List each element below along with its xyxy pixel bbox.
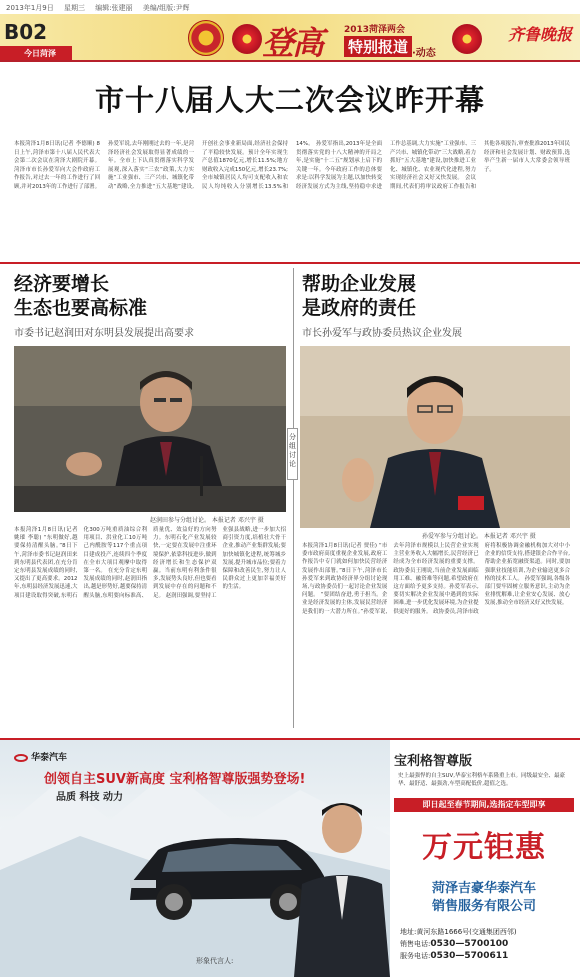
dealer-contact bbox=[400, 926, 578, 962]
section-divider bbox=[0, 262, 580, 264]
sales-phone-value: 0530—5700100 bbox=[430, 939, 509, 949]
service-phone-row bbox=[400, 950, 578, 962]
newspaper-logo: 齐鲁晚报 bbox=[507, 25, 572, 44]
left-story-subheading: 市委书记赵润田对东明县发展提出高要求 bbox=[14, 328, 194, 339]
car-advertisement[interactable] bbox=[0, 738, 580, 975]
peony-flower-icon bbox=[232, 24, 262, 54]
sales-phone-label: 销售电话: bbox=[400, 940, 431, 948]
address-value: 黄河东路1666号(交通集团西邻) bbox=[416, 928, 517, 936]
design-credit: 美编/组版:尹辉 bbox=[142, 4, 190, 12]
deal-headline: 万元钜惠 bbox=[422, 830, 546, 865]
section-banner bbox=[0, 14, 580, 62]
banner-title: 登高 bbox=[262, 24, 323, 62]
page-top-line bbox=[0, 0, 580, 14]
left-story-photo bbox=[14, 346, 286, 512]
group-discussion-label: 分组讨论 bbox=[287, 428, 298, 480]
banner-dynamic: ·动态 bbox=[412, 48, 436, 59]
ad-visual-panel bbox=[0, 740, 390, 977]
service-phone-value: 0530—5700611 bbox=[430, 951, 509, 961]
right-photo-caption: 孙爱军参与分组讨论。 本报记者 邓兴宇 摄 bbox=[422, 533, 536, 540]
issue-date: 2013年1月9日 bbox=[6, 4, 54, 12]
editor-credit: 编辑:张建丽 bbox=[95, 4, 133, 12]
national-emblem-icon bbox=[188, 20, 224, 56]
model-name: 宝利格智尊版 bbox=[394, 754, 473, 769]
left-heading-line1: 经济要增长 bbox=[14, 273, 110, 295]
brand-name bbox=[14, 750, 67, 763]
dealer-name-line1: 菏泽吉豪华泰汽车 bbox=[431, 881, 536, 896]
right-story-subheading: 市长孙爱军与政协委员热议企业发展 bbox=[302, 328, 462, 339]
promo-banner: 即日起至春节期间,选指定车型即享 bbox=[394, 798, 574, 812]
right-heading-line1: 帮助企业发展 bbox=[302, 273, 417, 295]
spokesperson-image bbox=[290, 780, 390, 977]
service-phone-label: 服务电话: bbox=[400, 952, 431, 960]
model-description: 史上最强悍的自主SUV,华泰宝利格车系隆重上市。同级最安全、最豪华、最舒适、最强劲,车型高配低价,超值之选。 bbox=[398, 773, 566, 787]
address-label: 地址: bbox=[400, 928, 417, 936]
ad-slogan: 创领自主SUV新高度 宝利格智尊版强势登场! bbox=[44, 772, 306, 787]
issue-weekday: 星期三 bbox=[63, 4, 85, 12]
left-photo-caption: 赵润田参与分组讨论。 本报记者 邓兴宇 摄 bbox=[150, 517, 264, 524]
right-story-photo bbox=[300, 346, 570, 528]
spokesperson-label: 形象代言人: bbox=[196, 957, 234, 965]
brand-label: 华泰汽车 bbox=[31, 753, 68, 763]
left-story-heading bbox=[14, 272, 147, 320]
delegate-photo-illustration bbox=[14, 346, 286, 512]
dealer-name-line2: 销售服务有限公司 bbox=[431, 899, 536, 914]
sales-phone-row bbox=[400, 938, 578, 950]
right-story-body: 本报菏泽1月8日讯(记者 贾佳) “市委市政府高度重视企业发展,政府工作报告中专门就如何加快民营经济发展作出部署。”8日下午,菏泽市长孙爱军来到政协经济界分组讨论现场,与政协委员们一起讨论企业发展问题。 “要团结奋进,勇于担当。企业是经济发展的主体,发展民营经济是我们的一大潜力所在。”孙爱军说,去年菏泽市规模以上民营企业实现主营业务收入大幅增长,民营经济已经成为全市经济发展的重要支撑。 政协委员王刚说,当前企业发展面临用工难、融资难等问题,希望政府在这方面给予更多支持。孙爱军表示,要切实解决企业发展中遇到的实际困难,进一步优化发展环境,为企业提供更好的服务。 政协委员,菏泽市政府将积极协调金融机构加大对中小企业的信贷支持,搭建银企合作平台,帮助企业拓宽融资渠道。同时,要加强职业技能培训,为企业输送更多合格的技术工人。 孙爱军强调,各级各部门要牢固树立服务意识,主动为企业排忧解难,让企业安心发展、放心发展,推动全市经济又好又快发展。 bbox=[302, 543, 570, 615]
address-row bbox=[400, 926, 578, 938]
left-story-body: 本报菏泽1月8日讯(记者 姚璀 李聪) “东明做好,越要保持清醒头脑。”8日下午,菏泽市委书记赵润田来到东明县代表团,在充分肯定东明县发展成绩的同时,又提出了更高要求。2012年,东明县经济发展迅速,大项目建设取得突破,东明石化300万吨重质油综合利用项目、洪业化工10万吨己内酰胺等117个重点项目建成投产,连续四个季度在全市大项目观摩中取得第一名。 在充分肯定东明发展成绩的同时,赵润田指出,越是形势好,越要保持清醒头脑,东明要向标准高、质量优、效益好的方向努力。东明石化产业发展较快,一定要在发展中注重环境保护,依靠科技进步,做到经济增长和生态保护双赢。当前东明有利条件很多,发展势头良好,但也要看到发展中存在的问题和不足。 赵润田强调,要坚持工业强县战略,进一步加大招商引资力度,培植壮大骨干企业,推动产业集群发展;要加快城镇化进程,统筹城乡发展,提升城市品位;要着力保障和改善民生,努力让人民群众过上更加幸福美好的生活。 bbox=[14, 527, 286, 599]
right-story-heading bbox=[302, 272, 416, 320]
lead-article-body: 本报菏泽1月8日讯(记者 李德顺) 8日上午,菏泽市第十八届人民代表大会第二次会议在菏泽大剧院开幕。菏泽市市长孙爱军向大会作政府工作报告,对过去一年的工作进行了回顾,并对2013年的工作进行了部署。 孙爱军说,去年刚刚过去的一年,是菏泽经济社会发展取得显著成绩的一年。全市上下认真贯彻落实科学发展观,深入落实“三农”政策,大力实施“工业强市、三产兴市、城镇化带动”战略,全力推进“五大基地”建设,开创社会事业新局面,经济社会保持了平稳较快发展。预计全年实现生产总值1870亿元,增长11.5%;地方财政收入完成150亿元,增长23.7%;全市城镇居民人均可支配收入和农民人均纯收入分别增长13.5%和14%。 孙爱军指出,2013年是全面贯彻落实党的十八大精神的开局之年,是实施“十二五”规划承上启下的关键一年。今年政府工作的总体要求是:以科学发展为主题,以加快转变经济发展方式为主线,坚持稳中求进工作总基调,大力实施“工业强市、三产兴市、城镇化带动”三大战略,着力抓好“五大基地”建设,加快推进工业化、城镇化、农业现代化进程,努力实现经济社会又好又快发展。 会议期间,代表们将审议政府工作报告和其他各项报告,审查批准2013年国民经济和社会发展计划、财政预算,选举产生新一届市人大常委会领导班子。 bbox=[14, 141, 570, 190]
ad-pillars: 品质 科技 动力 bbox=[56, 792, 123, 803]
column-separator bbox=[293, 268, 294, 728]
banner-year-label: 2013菏泽两会 bbox=[344, 25, 406, 35]
right-heading-line2: 是政府的责任 bbox=[302, 297, 417, 319]
dealer-name bbox=[394, 880, 574, 916]
section-label: 今日菏泽 bbox=[0, 46, 72, 60]
huatai-logo-icon bbox=[14, 754, 28, 762]
mayor-photo-illustration bbox=[300, 346, 570, 528]
main-headline: 市十八届人大二次会议昨开幕 bbox=[94, 83, 485, 117]
peony-flower-icon bbox=[452, 24, 482, 54]
left-heading-line2: 生态也要高标准 bbox=[14, 297, 148, 319]
banner-special-report: 特别报道 bbox=[344, 36, 412, 57]
page-number: B02 bbox=[4, 20, 48, 44]
